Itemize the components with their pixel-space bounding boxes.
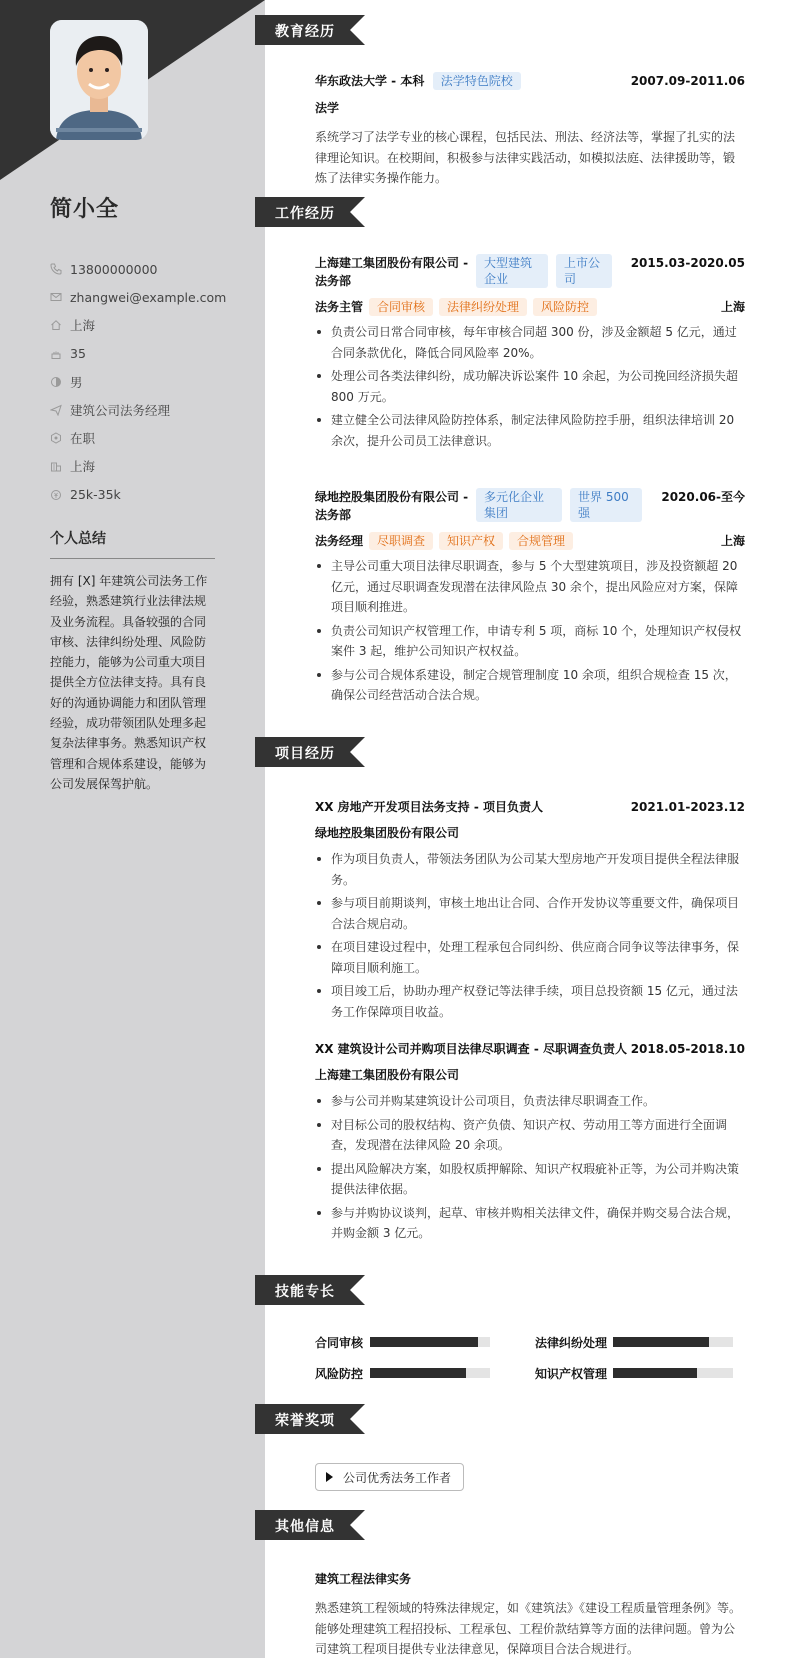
list-item: 参与公司合规体系建设，制定合规管理制度 10 余项，组织合规检查 15 次，确保公司经营活动合法合规。 [315,665,745,706]
list-item: 项目竣工后，协助办理产权登记等法律手续，项目总投资额 15 亿元，通过法务工作保障项目收益。 [315,981,745,1022]
avatar [50,20,148,140]
project-bullets [315,849,745,1022]
contact-text: 上海 [70,318,96,334]
company-name: 上海建工集团股份有限公司 - 法务部 [315,256,469,288]
skill-item [315,1364,525,1382]
contact-text: 男 [70,374,83,390]
list-item: 提出风险解决方案，如股权质押解除、知识产权瑕疵补正等，为公司并购决策提供法律依据。 [315,1159,745,1200]
role-tag: 合规管理 [509,532,573,550]
company-tag: 大型建筑企业 [476,254,548,288]
contact-job [50,396,260,424]
contact-text: 13800000000 [70,261,158,277]
contact-gender [50,368,260,396]
play-icon [326,1472,333,1482]
school-tag: 法学特色院校 [433,72,521,90]
list-item: 作为项目负责人，带领法务团队为公司某大型房地产开发项目提供全程法律服务。 [315,849,745,890]
skill-name: 知识产权管理 [535,1366,608,1381]
other-desc: 熟悉建筑工程领域的特殊法律规定，如《建筑法》《建设工程质量管理条例》等。能够处理建筑工程招投标、工程承包、工程价款结算等方面的法律问题。曾为公司建筑工程项目提供专业法律意见，保障项目合法合规进行。 [315,1601,742,1656]
education-date: 2007.09-2011.06 [630,74,745,88]
contact-age [50,340,260,368]
skill-name: 法律纠纷处理 [535,1335,608,1350]
project-title: XX 建筑设计公司并购项目法律尽职调查 - 尽职调查负责人 [315,1042,628,1056]
contact-email [50,283,260,311]
skill-item [315,1333,525,1351]
role-tag: 法律纠纷处理 [439,298,527,316]
skill-name: 风险防控 [315,1366,364,1381]
company-tag: 上市公司 [556,254,612,288]
salary-icon [50,489,62,501]
skill-bar [370,1368,490,1378]
list-item: 主导公司重大项目法律尽职调查，参与 5 个大型建筑项目，涉及投资额超 20 亿元，通过尽职调查发现潜在法律风险点 30 余个，提出风险应对方案，保障项目顺利推进。 [315,556,745,618]
project-title: XX 房地产开发项目法务支持 - 项目负责人 [315,800,544,814]
home-icon [50,319,62,331]
skill-bar [613,1368,733,1378]
work-bullets [315,556,745,706]
list-item: 参与公司并购某建筑设计公司项目，负责法律尽职调查工作。 [315,1091,745,1112]
phone-icon [50,263,62,275]
work-entry [315,254,745,454]
summary-title: 个人总结 [50,528,215,559]
section-title: 荣誉奖项 [275,1413,335,1429]
project-date: 2021.01-2023.12 [630,800,745,814]
city-icon [50,460,62,472]
list-item: 参与项目前期谈判，审核土地出让合同、合作开发协议等重要文件，确保项目合法合规启动。 [315,893,745,934]
contact-text: 上海 [70,459,96,475]
skill-name: 合同审核 [315,1335,364,1350]
job-icon [50,404,62,416]
skill-fill [613,1337,709,1347]
skill-fill [370,1368,466,1378]
company-tag: 世界 500 强 [570,488,642,522]
age-icon [50,348,62,360]
list-item: 负责公司日常合同审核，每年审核合同超 300 份，涉及金额超 5 亿元，通过合同条款优化，降低合同风险率 20%。 [315,322,745,363]
work-entry [315,488,745,709]
skill-fill [370,1337,478,1347]
major: 法学 [315,101,340,115]
person-name: 简小全 [50,197,120,222]
education-entry [315,72,745,189]
contact-salary [50,481,260,509]
project-bullets [315,1091,745,1244]
work-location: 上海 [720,534,745,548]
project-entry [315,798,745,1025]
list-item: 在项目建设过程中，处理工程承包合同纠纷、供应商合同争议等法律事务，保障项目顺利施工。 [315,937,745,978]
skill-bar [613,1337,733,1347]
education-desc: 系统学习了法学专业的核心课程，包括民法、刑法、经济法等，掌握了扎实的法律理论知识。在校期间，积极参与法律实践活动，如模拟法庭、法律援助等，锻炼了法律实务操作能力。 [315,130,736,185]
list-item: 对目标公司的股权结构、资产负债、知识产权、劳动用工等方面进行全面调查，发现潜在法律风险 20 余项。 [315,1115,745,1156]
section-title: 其他信息 [275,1519,335,1535]
contact-text: 建筑公司法务经理 [70,403,171,419]
skill-bar [370,1337,490,1347]
school-name: 华东政法大学 - 本科 法学特色院校 [315,72,521,90]
section-title: 项目经历 [275,746,335,762]
mail-icon [50,291,62,303]
role-tag: 风险防控 [533,298,597,316]
section-title: 教育经历 [275,24,335,40]
contact-phone [50,255,260,283]
role-tag: 知识产权 [439,532,503,550]
gender-icon [50,376,62,388]
contact-list [50,255,260,509]
status-icon [50,432,62,444]
job-role: 法务主管 合同审核 法律纠纷处理 风险防控 [315,298,597,316]
contact-address [50,311,260,339]
work-date: 2020.06-至今 [661,490,745,504]
section-title: 技能专长 [275,1284,335,1300]
work-location: 上海 [720,300,745,314]
project-entry [315,1040,745,1247]
skill-item [535,1333,745,1351]
other-entry [315,1570,745,1658]
contact-text: 35 [70,346,86,362]
award-label: 公司优秀法务工作者 [343,1470,452,1485]
summary-text: 拥有 [X] 年建筑公司法务工作经验，熟悉建筑行业法律法规及业务流程。具备较强的合同审核、法律纠纷处理、风险防控能力，能够为公司重大项目提供全方位法律支持。具有良好的沟通协调能力和团队管理经验，成功带领团队处理多起复杂法律事务。熟悉知识产权管理和合规体系建设，能够为公司发展保驾护航。 [50,574,208,791]
list-item: 建立健全公司法律风险防控体系，制定法律风险防控手册，组织法律培训 20 余次，提升公司员工法律意识。 [315,410,745,451]
contact-text: 在职 [70,431,96,447]
role-tag: 合同审核 [369,298,433,316]
contact-status [50,424,260,452]
sidebar [0,0,265,1658]
main-content [265,0,794,1658]
company-tag: 多元化企业集团 [476,488,562,522]
skill-item [535,1364,745,1382]
company-name: 绿地控股集团股份有限公司 - 法务部 [315,490,469,522]
role-tag: 尽职调查 [369,532,433,550]
contact-city [50,452,260,480]
award-item[interactable] [315,1463,464,1491]
work-bullets [315,322,745,451]
job-role: 法务经理 尽职调查 知识产权 合规管理 [315,532,573,550]
work-date: 2015.03-2020.05 [630,256,745,270]
section-title: 工作经历 [275,206,335,222]
list-item: 参与并购协议谈判，起草、审核并购相关法律文件，确保并购交易合法合规，并购金额 3 亿元。 [315,1203,745,1244]
list-item: 处理公司各类法律纠纷，成功解决诉讼案件 10 余起，为公司挽回经济损失超 800 万元。 [315,366,745,407]
list-item: 负责公司知识产权管理工作，申请专利 5 项，商标 10 个，处理知识产权侵权案件 3 起，维护公司知识产权权益。 [315,621,745,662]
contact-text: 25k-35k [70,487,121,503]
project-date: 2018.05-2018.10 [630,1042,745,1056]
skill-fill [613,1368,697,1378]
project-org: 绿地控股集团股份有限公司 [315,826,460,840]
contact-text: zhangwei@example.com [70,289,227,305]
other-title: 建筑工程法律实务 [315,1572,412,1586]
project-org: 上海建工集团股份有限公司 [315,1068,460,1082]
